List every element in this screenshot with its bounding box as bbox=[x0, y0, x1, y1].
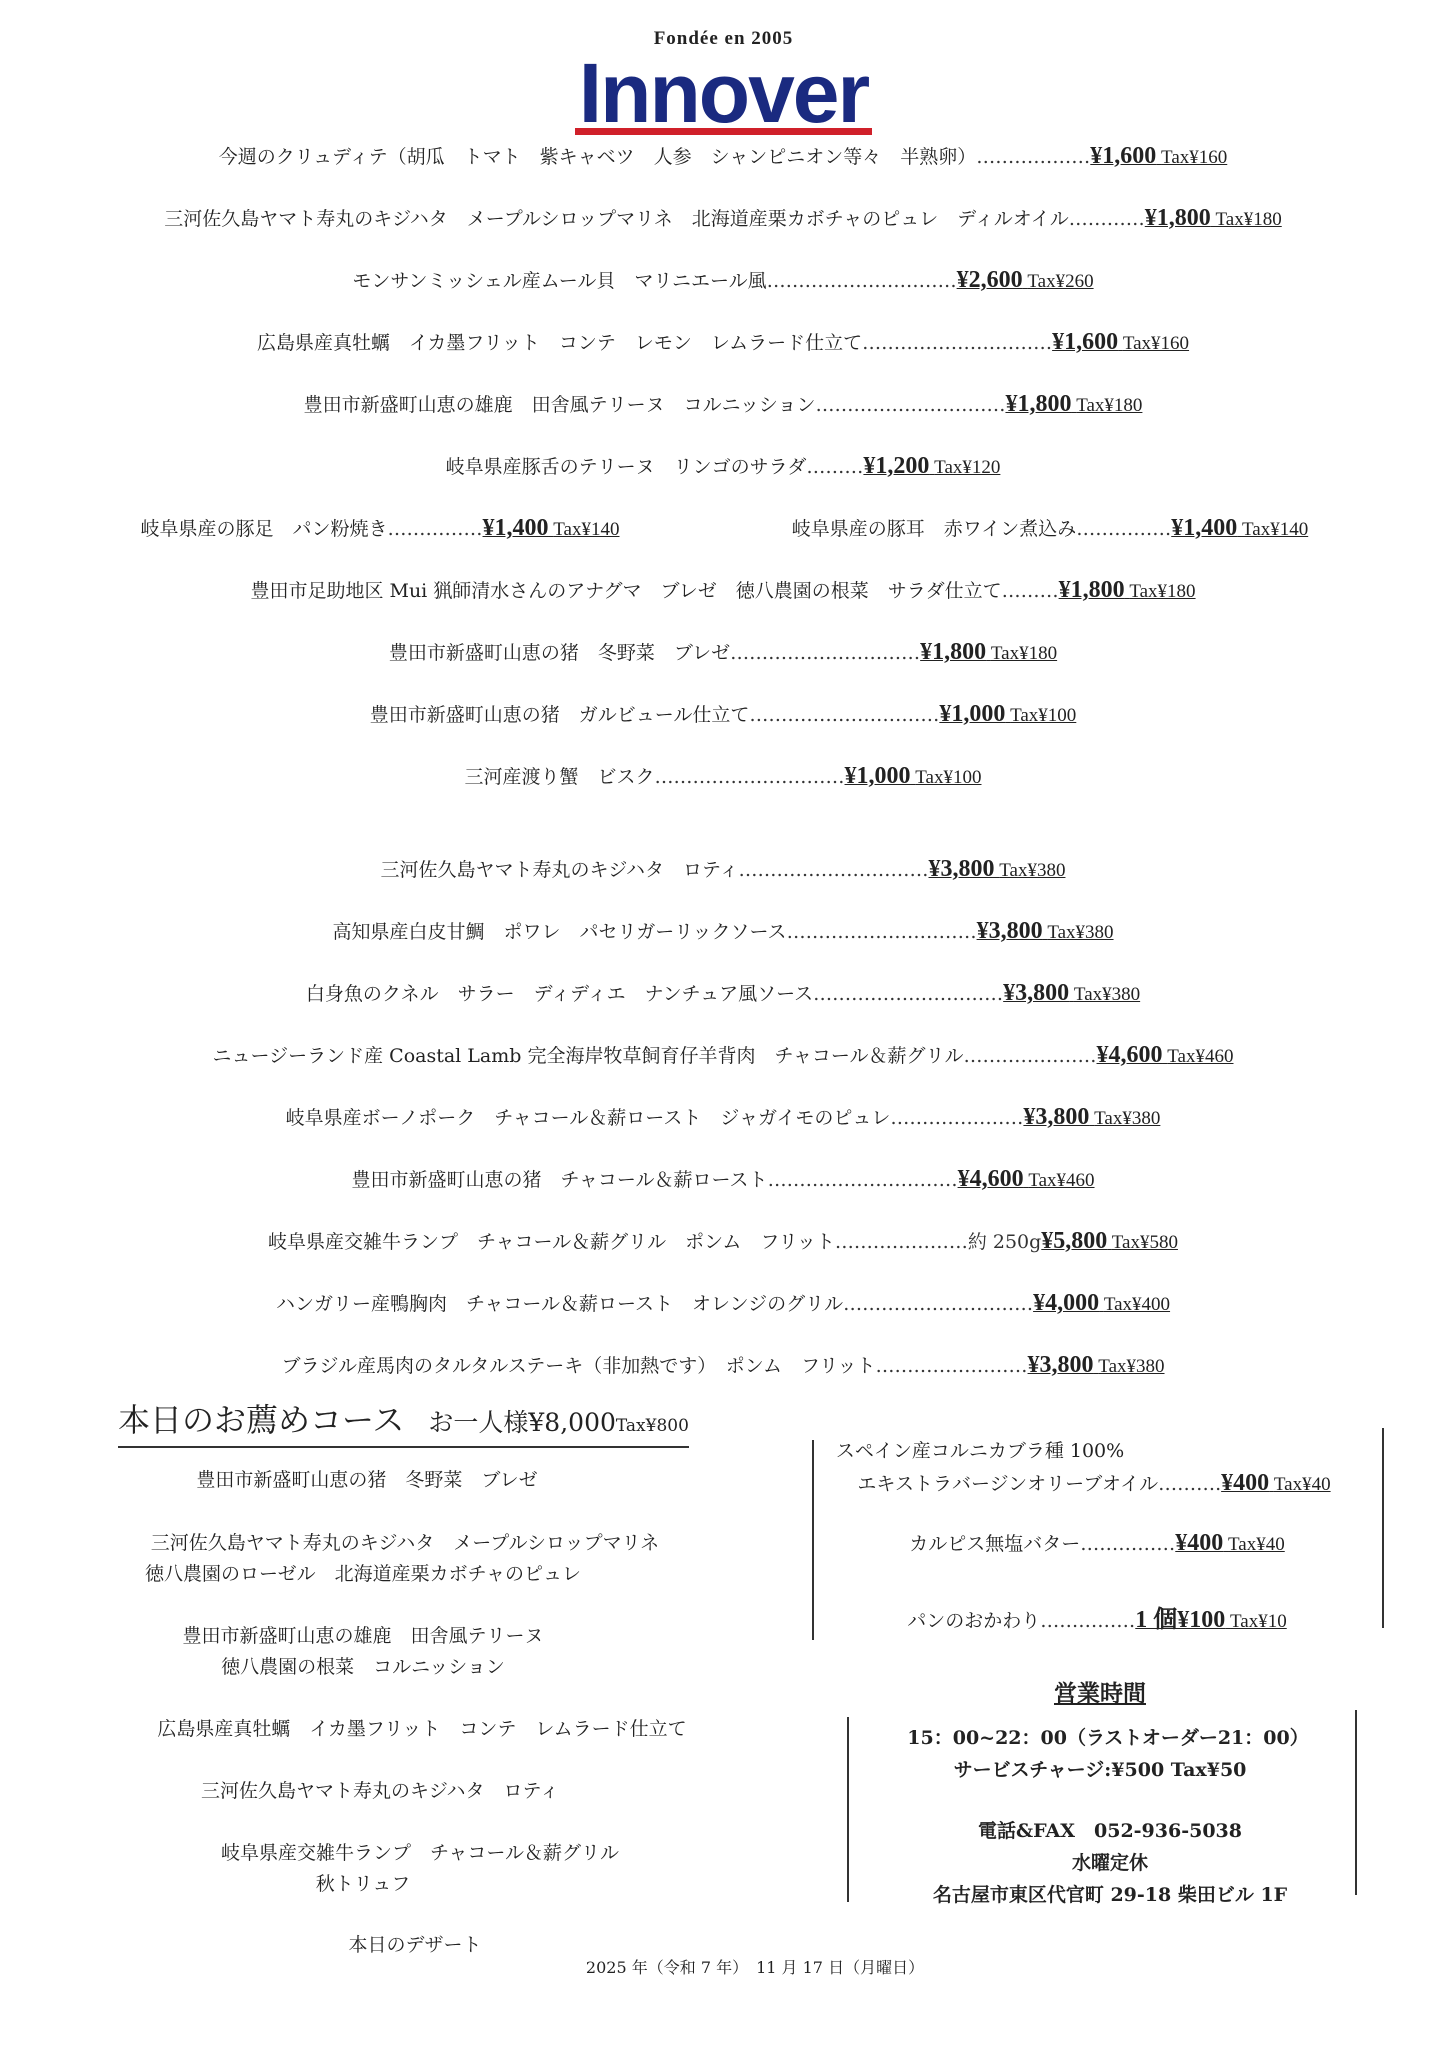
butter-item: カルピス無塩バター……………¥400 Tax¥40 bbox=[909, 1530, 1285, 1556]
service-charge: サービスチャージ:¥500 Tax¥50 bbox=[953, 1759, 1247, 1781]
menu-item: 今週のクリュディテ（胡瓜 トマト 紫キャベツ 人参 シャンピニオン等々 半熟卵）………………¥1,600 Tax¥160 bbox=[218, 143, 1228, 169]
course-item: 三河佐久島ヤマト寿丸のキジハタ メープルシロップマリネ bbox=[150, 1532, 660, 1554]
logo bbox=[0, 46, 1447, 140]
address: 名古屋市東区代官町 29-18 柴田ビル 1F bbox=[932, 1884, 1288, 1906]
menu-item: 高知県産白皮甘鯛 ポワレ パセリガーリックソース…………………………¥3,800 Tax¥380 bbox=[332, 918, 1114, 944]
course-item: 豊田市新盛町山恵の雄鹿 田舎風テリーヌ bbox=[182, 1625, 544, 1647]
closed-day: 水曜定休 bbox=[1071, 1852, 1149, 1874]
menu-item: ハンガリー産鴨胸肉 チャコール＆薪ロースト オレンジのグリル…………………………¥4,000 Tax¥400 bbox=[275, 1290, 1171, 1316]
menu-item: 岐阜県産の豚耳 赤ワイン煮込み……………¥1,400 Tax¥140 bbox=[791, 515, 1309, 541]
menu-item: 岐阜県産の豚足 パン粉焼き……………¥1,400 Tax¥140 bbox=[140, 515, 620, 541]
menu-item: 豊田市新盛町山恵の猪 チャコール＆薪ロースト…………………………¥4,600 Tax¥460 bbox=[351, 1166, 1095, 1192]
info-left-border bbox=[847, 1717, 849, 1902]
menu-item: 三河産渡り蟹 ビスク…………………………¥1,000 Tax¥100 bbox=[464, 763, 982, 789]
course-item: 三河佐久島ヤマト寿丸のキジハタ ロティ bbox=[201, 1780, 559, 1802]
menu-item: 三河佐久島ヤマト寿丸のキジハタ ロティ…………………………¥3,800 Tax¥380 bbox=[380, 856, 1066, 882]
course-item: 広島県産真牡蠣 イカ墨フリット コンテ レムラード仕立て bbox=[157, 1718, 687, 1740]
menu-item: 豊田市新盛町山恵の雄鹿 田舎風テリーヌ コルニッション…………………………¥1,800 Tax¥180 bbox=[303, 391, 1143, 417]
menu-item: ブラジル産馬肉のタルタルステーキ（非加熱です） ポンム フリット……………………¥3,800 Tax¥380 bbox=[281, 1352, 1165, 1378]
extras-left-border bbox=[812, 1440, 814, 1640]
course-title: 本日のお薦めコース お一人様¥8,000Tax¥800 bbox=[118, 1400, 689, 1448]
course-item: 岐阜県産交雑牛ランプ チャコール＆薪グリル bbox=[220, 1842, 620, 1864]
menu-item: 豊田市新盛町山恵の猪 ガルビュール仕立て…………………………¥1,000 Tax¥100 bbox=[369, 701, 1077, 727]
menu-item: ニュージーランド産 Coastal Lamb 完全海岸牧草飼育仔羊背肉 チャコール＆薪グリル…………………¥4,600 Tax¥460 bbox=[212, 1042, 1234, 1068]
menu-item: 広島県産真牡蠣 イカ墨フリット コンテ レモン レムラード仕立て…………………………¥1,600 Tax¥160 bbox=[256, 329, 1190, 355]
menu-date: 2025 年（令和 7 年） 11 月 17 日（月曜日） bbox=[585, 1958, 925, 1977]
menu-item: 岐阜県産豚舌のテリーヌ リンゴのサラダ………¥1,200 Tax¥120 bbox=[445, 453, 1001, 479]
course-item: 豊田市新盛町山恵の猪 冬野菜 ブレゼ bbox=[196, 1469, 538, 1491]
menu-item: 岐阜県産ボーノポーク チャコール＆薪ロースト ジャガイモのピュレ…………………¥3,800 Tax¥380 bbox=[285, 1104, 1161, 1130]
course-item: 徳八農園の根菜 コルニッション bbox=[221, 1656, 505, 1678]
bread-item: パンのおかわり……………1 個¥100 Tax¥10 bbox=[907, 1607, 1287, 1633]
course-item: 秋トリュフ bbox=[315, 1873, 411, 1895]
menu-item: 三河佐久島ヤマト寿丸のキジハタ メープルシロップマリネ 北海道産栗カボチャのピュレ ディルオイル…………¥1,800 Tax¥180 bbox=[164, 205, 1282, 231]
phone-fax: 電話&FAX 052-936-5038 bbox=[978, 1820, 1242, 1842]
business-hours: 15：00~22：00（ラストオーダー21：00） bbox=[907, 1727, 1309, 1749]
menu-item: モンサンミッシェル産ムール貝 マリニエール風…………………………¥2,600 Tax¥260 bbox=[352, 267, 1094, 293]
oil-origin: スペイン産コルニカブラ種 100% bbox=[835, 1440, 1125, 1462]
menu-item: 豊田市新盛町山恵の猪 冬野菜 ブレゼ…………………………¥1,800 Tax¥180 bbox=[388, 639, 1058, 665]
founded-text: Fondée en 2005 bbox=[653, 28, 794, 49]
logo-text: Innover bbox=[575, 58, 872, 135]
menu-item: 豊田市足助地区 Mui 猟師清水さんのアナグマ ブレゼ 徳八農園の根菜 サラダ仕立て………¥1,800 Tax¥180 bbox=[250, 577, 1196, 603]
menu-item: 岐阜県産交雑牛ランプ チャコール＆薪グリル ポンム フリット…………………約 250g¥5,800 Tax¥580 bbox=[268, 1228, 1178, 1254]
menu-item: 白身魚のクネル サラー ディディエ ナンチュア風ソース…………………………¥3,800 Tax¥380 bbox=[305, 980, 1141, 1006]
course-item: 徳八農園のローゼル 北海道産栗カボチャのピュレ bbox=[144, 1563, 582, 1585]
extras-right-border bbox=[1382, 1428, 1384, 1628]
hours-heading: 営業時間 bbox=[1054, 1680, 1146, 1707]
info-right-border bbox=[1355, 1710, 1357, 1895]
course-item: 本日のデザート bbox=[348, 1934, 482, 1956]
oil-item: エキストラバージンオリーブオイル……….¥400 Tax¥40 bbox=[857, 1470, 1331, 1496]
